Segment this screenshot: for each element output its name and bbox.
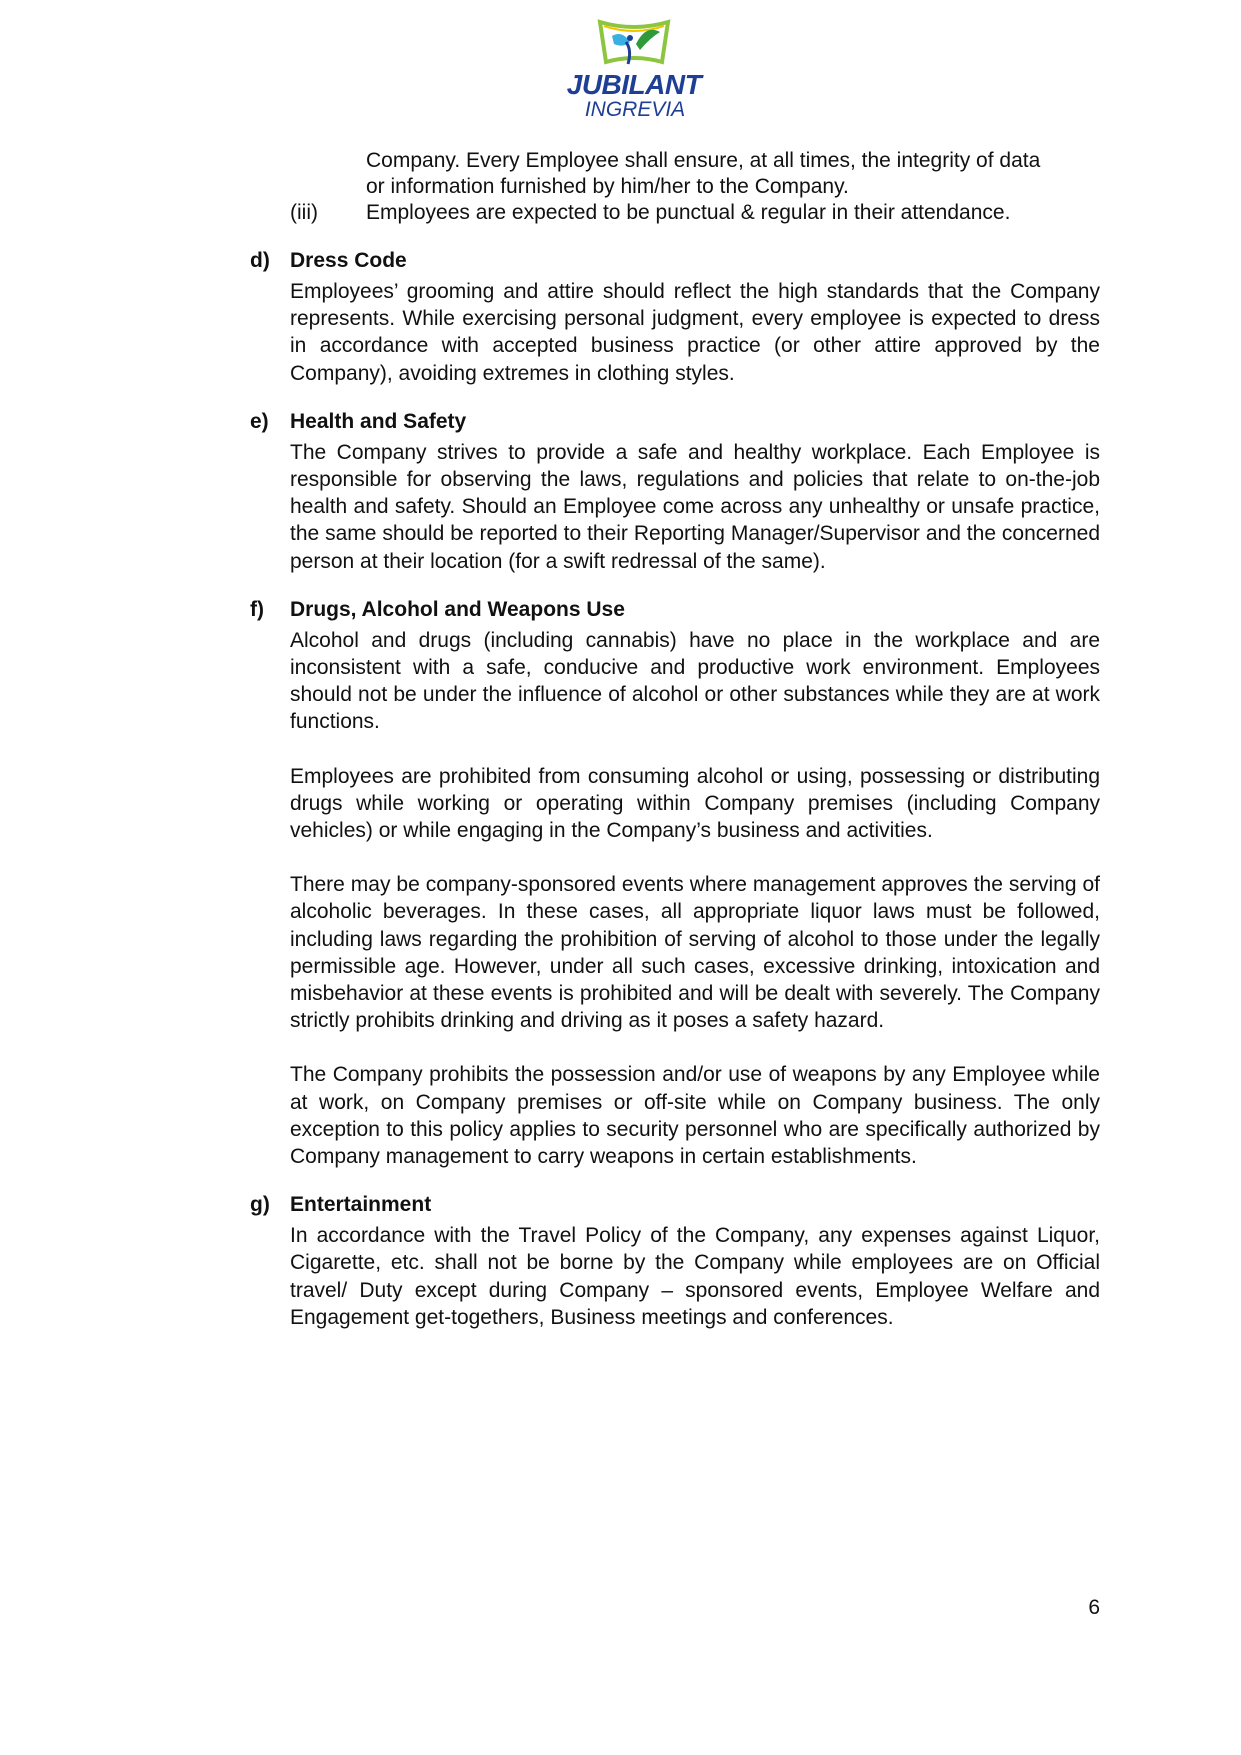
document-body (250, 148, 1100, 1331)
section-dress-code (250, 248, 1100, 387)
section-letter: f) (250, 597, 264, 621)
section-entertainment (250, 1192, 1100, 1331)
section-title: Entertainment (290, 1193, 432, 1217)
section-drugs-alcohol-weapons (250, 597, 1100, 1170)
list-item-text: Employees are expected to be punctual & regular in their attendance. (366, 201, 1011, 224)
section-letter: d) (250, 249, 270, 272)
section-paragraph: Employees are prohibited from consuming alcohol or using, possessing or distributing drugs while working or operating within Company premises (including Company vehicles) or while engaging in the Company’s business and activities. (290, 764, 1100, 843)
section-title: Health and Safety (290, 409, 467, 433)
page-number: 6 (1088, 1596, 1100, 1619)
section-paragraph: In accordance with the Travel Policy of the Company, any expenses against Liquor, Cigarette, etc. shall not be borne by the Company while employees are on Official travel/ Duty except during Company – sponsored events, Employee Welfare and Engagement get-togethers, Business meetings and conferences. (290, 1224, 1100, 1329)
continuation-line-2: or information furnished by him/her to the Company. (366, 175, 849, 198)
section-title: Dress Code (290, 249, 407, 272)
section-letter: g) (250, 1193, 270, 1217)
logo-emblem-icon (564, 14, 704, 74)
section-health-and-safety (250, 409, 1100, 575)
section-paragraph: The Company prohibits the possession and/or use of weapons by any Employee while at work, on Company premises or off-site while on Company business. The only exception to this policy applies to security personnel who are specifically authorized by Company management to carry weapons in certain establishments. (290, 1063, 1100, 1169)
logo-text-ingrevia: INGREVIA (584, 98, 686, 121)
section-paragraph: Alcohol and drugs (including cannabis) have no place in the workplace and are inconsistent with a safe, conducive and productive work environment. Employees should not be under the influence of alcohol or other substances while they are at work functions. (290, 628, 1100, 734)
continuation-line-1: Company. Every Employee shall ensure, at all times, the integrity of data (366, 149, 1041, 172)
section-title: Drugs, Alcohol and Weapons Use (290, 597, 625, 621)
section-letter: e) (250, 409, 269, 433)
logo-text-jubilant: JUBILANT (566, 69, 702, 100)
section-paragraph: Employees’ grooming and attire should reflect the high standards that the Company represents. While exercising personal judgment, every employee is expected to dress in accordance with accepted business practice (or other attire approved by the Company), avoiding extremes in clothing styles. (290, 280, 1100, 385)
list-item-number: (iii) (290, 201, 318, 224)
section-paragraph: There may be company-sponsored events where management approves the serving of alcoholic beverages. In these cases, all appropriate liquor laws must be followed, including laws regarding the prohibition of serving of alcohol to those under the legally permissible age. However, under all such cases, excessive drinking, intoxication and misbehavior at these events is prohibited and will be dealt with severely. The Company strictly prohibits drinking and driving as it poses a safety hazard. (290, 873, 1100, 1033)
list-item-iii (250, 200, 1100, 226)
company-logo (564, 14, 704, 126)
section-paragraph: The Company strives to provide a safe and healthy workplace. Each Employee is responsible for observing the laws, regulations and policies that relate to on-the-job health and safety. Should an Employee come across any unhealthy or unsafe practice, the same should be reported to their Reporting Manager/Supervisor and the concerned person at their location (for a swift redressal of the same). (290, 440, 1100, 573)
